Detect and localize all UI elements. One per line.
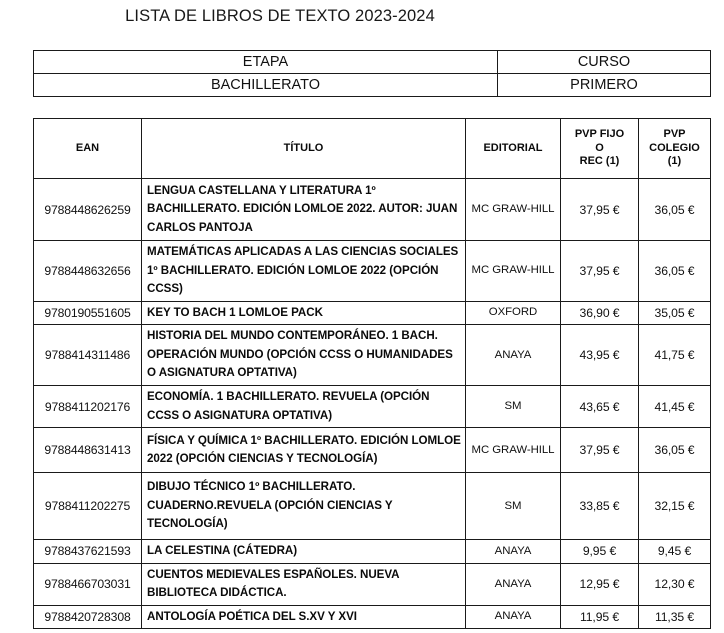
- cell-pvp-fijo: 43,95 €: [561, 325, 639, 386]
- cell-ean: 9788411202176: [34, 386, 142, 428]
- column-header-titulo: TÍTULO: [142, 119, 466, 179]
- cell-pvp-fijo: 12,95 €: [561, 563, 639, 605]
- table-row: [34, 563, 711, 605]
- table-row: [34, 605, 711, 629]
- cell-titulo: LENGUA CASTELLANA Y LITERATURA 1º BACHILLERATO. EDICIÓN LOMLOE 2022. AUTOR: JUAN CARLOS PANTOJA: [142, 179, 466, 241]
- cell-editorial: SM: [466, 386, 561, 428]
- stage-header-row: [34, 51, 711, 74]
- table-body: [34, 179, 711, 629]
- cell-pvp-fijo: 11,95 €: [561, 605, 639, 629]
- cell-titulo: KEY TO BACH 1 LOMLOE PACK: [142, 301, 466, 325]
- cell-pvp-fijo: 37,95 €: [561, 179, 639, 241]
- cell-pvp-fijo: 9,95 €: [561, 540, 639, 564]
- table-row: [34, 428, 711, 473]
- cell-ean: 9780190551605: [34, 301, 142, 325]
- cell-ean: 9788414311486: [34, 325, 142, 386]
- stage-header-curso: CURSO: [498, 51, 711, 74]
- cell-editorial: MC GRAW-HILL: [466, 179, 561, 241]
- cell-ean: 9788411202275: [34, 473, 142, 540]
- cell-editorial: MC GRAW-HILL: [466, 241, 561, 302]
- cell-pvp-colegio: 36,05 €: [639, 428, 711, 473]
- cell-pvp-fijo: 37,95 €: [561, 241, 639, 302]
- cell-ean: 9788448632656: [34, 241, 142, 302]
- table-row: [34, 241, 711, 302]
- cell-titulo: FÍSICA Y QUÍMICA 1º BACHILLERATO. EDICIÓN LOMLOE 2022 (OPCIÓN CIENCIAS Y TECNOLOGÍA): [142, 428, 466, 473]
- cell-pvp-fijo: 33,85 €: [561, 473, 639, 540]
- cell-ean: 9788420728308: [34, 605, 142, 629]
- pvp-fijo-line-1: PVP FIJO: [574, 128, 625, 141]
- cell-editorial: MC GRAW-HILL: [466, 428, 561, 473]
- cell-pvp-colegio: 12,30 €: [639, 563, 711, 605]
- stage-value-etapa: BACHILLERATO: [34, 74, 498, 97]
- cell-editorial: ANAYA: [466, 605, 561, 629]
- pvp-colegio-line-1: PVP: [663, 128, 686, 141]
- column-header-editorial: EDITORIAL: [466, 119, 561, 179]
- cell-titulo: MATEMÁTICAS APLICADAS A LAS CIENCIAS SOCIALES 1º BACHILLERATO. EDICIÓN LOMLOE 2022 (OPCIÓN CCSS): [142, 241, 466, 302]
- cell-titulo: DIBUJO TÉCNICO 1º BACHILLERATO. CUADERNO.REVUELA (OPCIÓN CIENCIAS Y TECNOLOGÍA): [142, 473, 466, 540]
- cell-editorial: SM: [466, 473, 561, 540]
- cell-titulo: HISTORIA DEL MUNDO CONTEMPORÁNEO. 1 BACH. OPERACIÓN MUNDO (OPCIÓN CCSS O HUMANIDADES O ASIGNATURA OPTATIVA): [142, 325, 466, 386]
- stage-value-curso: PRIMERO: [498, 74, 711, 97]
- cell-pvp-colegio: 35,05 €: [639, 301, 711, 325]
- table-row: [34, 179, 711, 241]
- cell-ean: 9788448631413: [34, 428, 142, 473]
- column-header-pvp-fijo: [561, 119, 639, 179]
- stage-course-table: [33, 50, 711, 97]
- cell-pvp-colegio: 41,75 €: [639, 325, 711, 386]
- column-header-pvp-colegio: [639, 119, 711, 179]
- cell-pvp-fijo: 36,90 €: [561, 301, 639, 325]
- textbook-list-table: [33, 118, 711, 629]
- cell-ean: 9788466703031: [34, 563, 142, 605]
- pvp-fijo-line-3: REC (1): [579, 155, 620, 168]
- cell-editorial: ANAYA: [466, 540, 561, 564]
- table-row: [34, 301, 711, 325]
- header-row: [34, 119, 711, 179]
- cell-pvp-fijo: 37,95 €: [561, 428, 639, 473]
- stage-header-etapa: ETAPA: [34, 51, 498, 74]
- pvp-colegio-line-2: COLEGIO: [649, 141, 700, 154]
- pvp-fijo-line-2: O: [595, 141, 604, 154]
- cell-pvp-fijo: 43,65 €: [561, 386, 639, 428]
- table-row: [34, 540, 711, 564]
- stage-table-body: [34, 51, 711, 97]
- cell-pvp-colegio: 36,05 €: [639, 241, 711, 302]
- cell-pvp-colegio: 11,35 €: [639, 605, 711, 629]
- cell-editorial: ANAYA: [466, 325, 561, 386]
- cell-pvp-colegio: 36,05 €: [639, 179, 711, 241]
- cell-titulo: LA CELESTINA (CÁTEDRA): [142, 540, 466, 564]
- cell-titulo: ECONOMÍA. 1 BACHILLERATO. REVUELA (OPCIÓN CCSS O ASIGNATURA OPTATIVA): [142, 386, 466, 428]
- stage-value-row: [34, 74, 711, 97]
- page-title: LISTA DE LIBROS DE TEXTO 2023-2024: [125, 7, 435, 25]
- cell-titulo: ANTOLOGÍA POÉTICA DEL S.XV Y XVI: [142, 605, 466, 629]
- pvp-colegio-line-3: (1): [667, 155, 682, 168]
- column-header-ean: EAN: [34, 119, 142, 179]
- cell-pvp-colegio: 41,45 €: [639, 386, 711, 428]
- cell-editorial: ANAYA: [466, 563, 561, 605]
- cell-ean: 9788437621593: [34, 540, 142, 564]
- table-row: [34, 325, 711, 386]
- cell-ean: 9788448626259: [34, 179, 142, 241]
- cell-pvp-colegio: 32,15 €: [639, 473, 711, 540]
- cell-titulo: CUENTOS MEDIEVALES ESPAÑOLES. NUEVA BIBLIOTECA DIDÁCTICA.: [142, 563, 466, 605]
- table-header: [34, 119, 711, 179]
- cell-editorial: OXFORD: [466, 301, 561, 325]
- table-row: [34, 386, 711, 428]
- cell-pvp-colegio: 9,45 €: [639, 540, 711, 564]
- table-row: [34, 473, 711, 540]
